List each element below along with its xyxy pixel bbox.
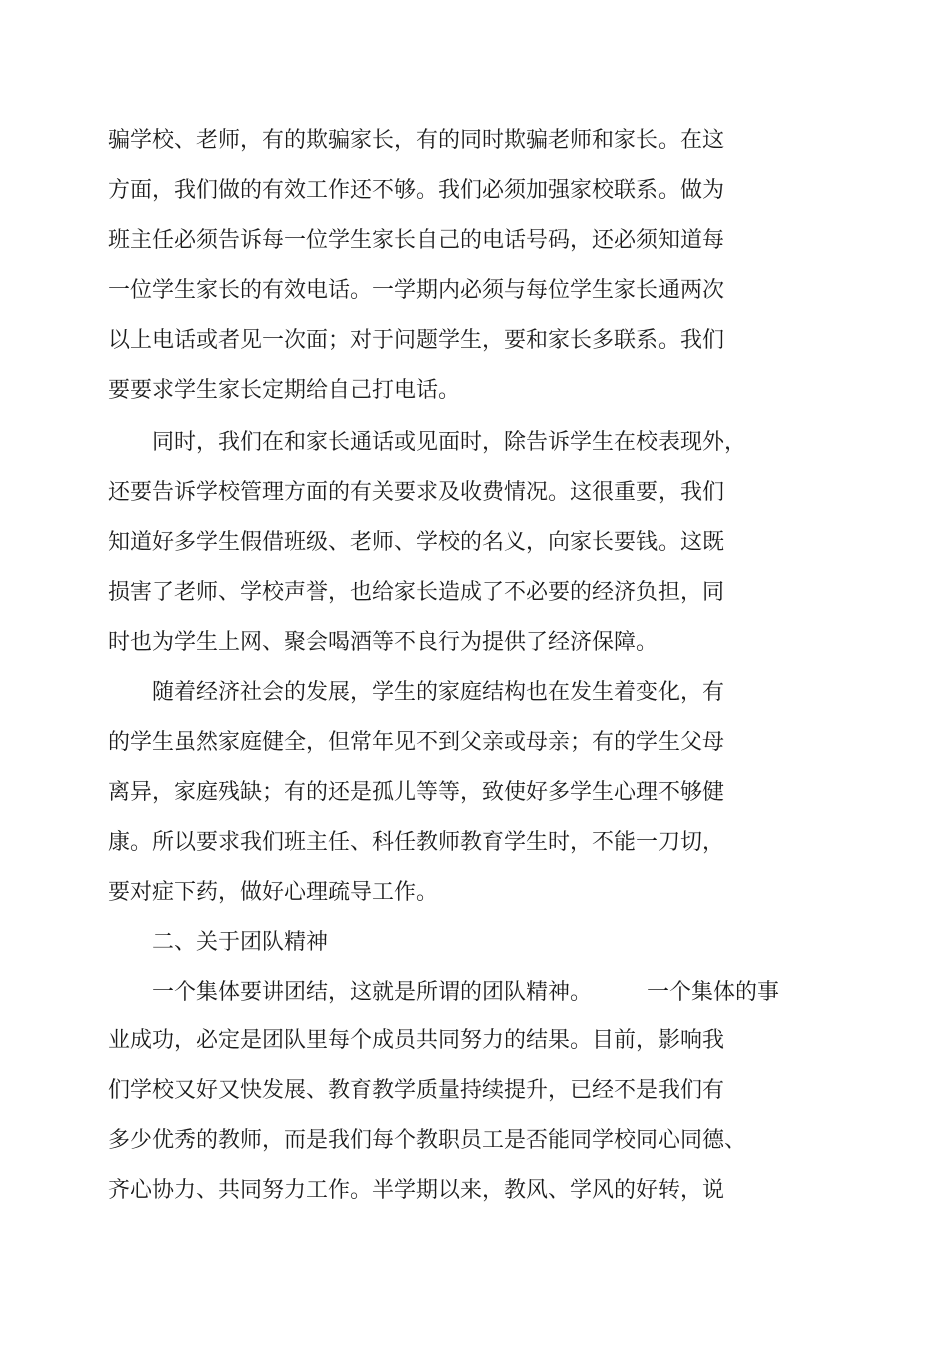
text-line: 一个集体要讲团结，这就是所谓的团队精神。 一个集体的事 (108, 980, 780, 1005)
text-line: 多少优秀的教师，而是我们每个教职员工是否能同学校同心同德、 (108, 1128, 747, 1153)
text-line: 骗学校、老师，有的欺骗家长，有的同时欺骗老师和家长。在这 (108, 128, 725, 153)
text-line: 齐心协力、共同努力工作。半学期以来，教风、学风的好转，说 (108, 1178, 725, 1203)
text-line: 要对症下药，做好心理疏导工作。 (108, 880, 439, 905)
text-line: 随着经济社会的发展，学生的家庭结构也在发生着变化，有 (108, 680, 725, 705)
text-line: 的学生虽然家庭健全，但常年见不到父亲或母亲；有的学生父母 (108, 730, 725, 755)
text-line: 以上电话或者见一次面；对于问题学生，要和家长多联系。我们 (108, 328, 725, 353)
text-line: 康。所以要求我们班主任、科任教师教育学生时，不能一刀切， (108, 830, 725, 855)
text-line: 时也为学生上网、聚会喝酒等不良行为提供了经济保障。 (108, 630, 659, 655)
text-line: 一位学生家长的有效电话。一学期内必须与每位学生家长通两次 (108, 278, 725, 303)
text-line: 还要告诉学校管理方面的有关要求及收费情况。这很重要，我们 (108, 480, 725, 505)
section-heading: 二、关于团队精神 (108, 930, 329, 955)
text-line: 同时，我们在和家长通话或见面时，除告诉学生在校表现外， (108, 430, 747, 455)
text-line: 损害了老师、学校声誉，也给家长造成了不必要的经济负担，同 (108, 580, 725, 605)
text-line: 离异，家庭残缺；有的还是孤儿等等，致使好多学生心理不够健 (108, 780, 725, 805)
text-line: 要要求学生家长定期给自己打电话。 (108, 378, 461, 403)
text-line: 业成功，必定是团队里每个成员共同努力的结果。目前，影响我 (108, 1028, 725, 1053)
text-line: 们学校又好又快发展、教育教学质量持续提升，已经不是我们有 (108, 1078, 725, 1103)
text-line: 方面，我们做的有效工作还不够。我们必须加强家校联系。做为 (108, 178, 725, 203)
text-line: 知道好多学生假借班级、老师、学校的名义，向家长要钱。这既 (108, 530, 725, 555)
text-line: 班主任必须告诉每一位学生家长自己的电话号码，还必须知道每 (108, 228, 725, 253)
